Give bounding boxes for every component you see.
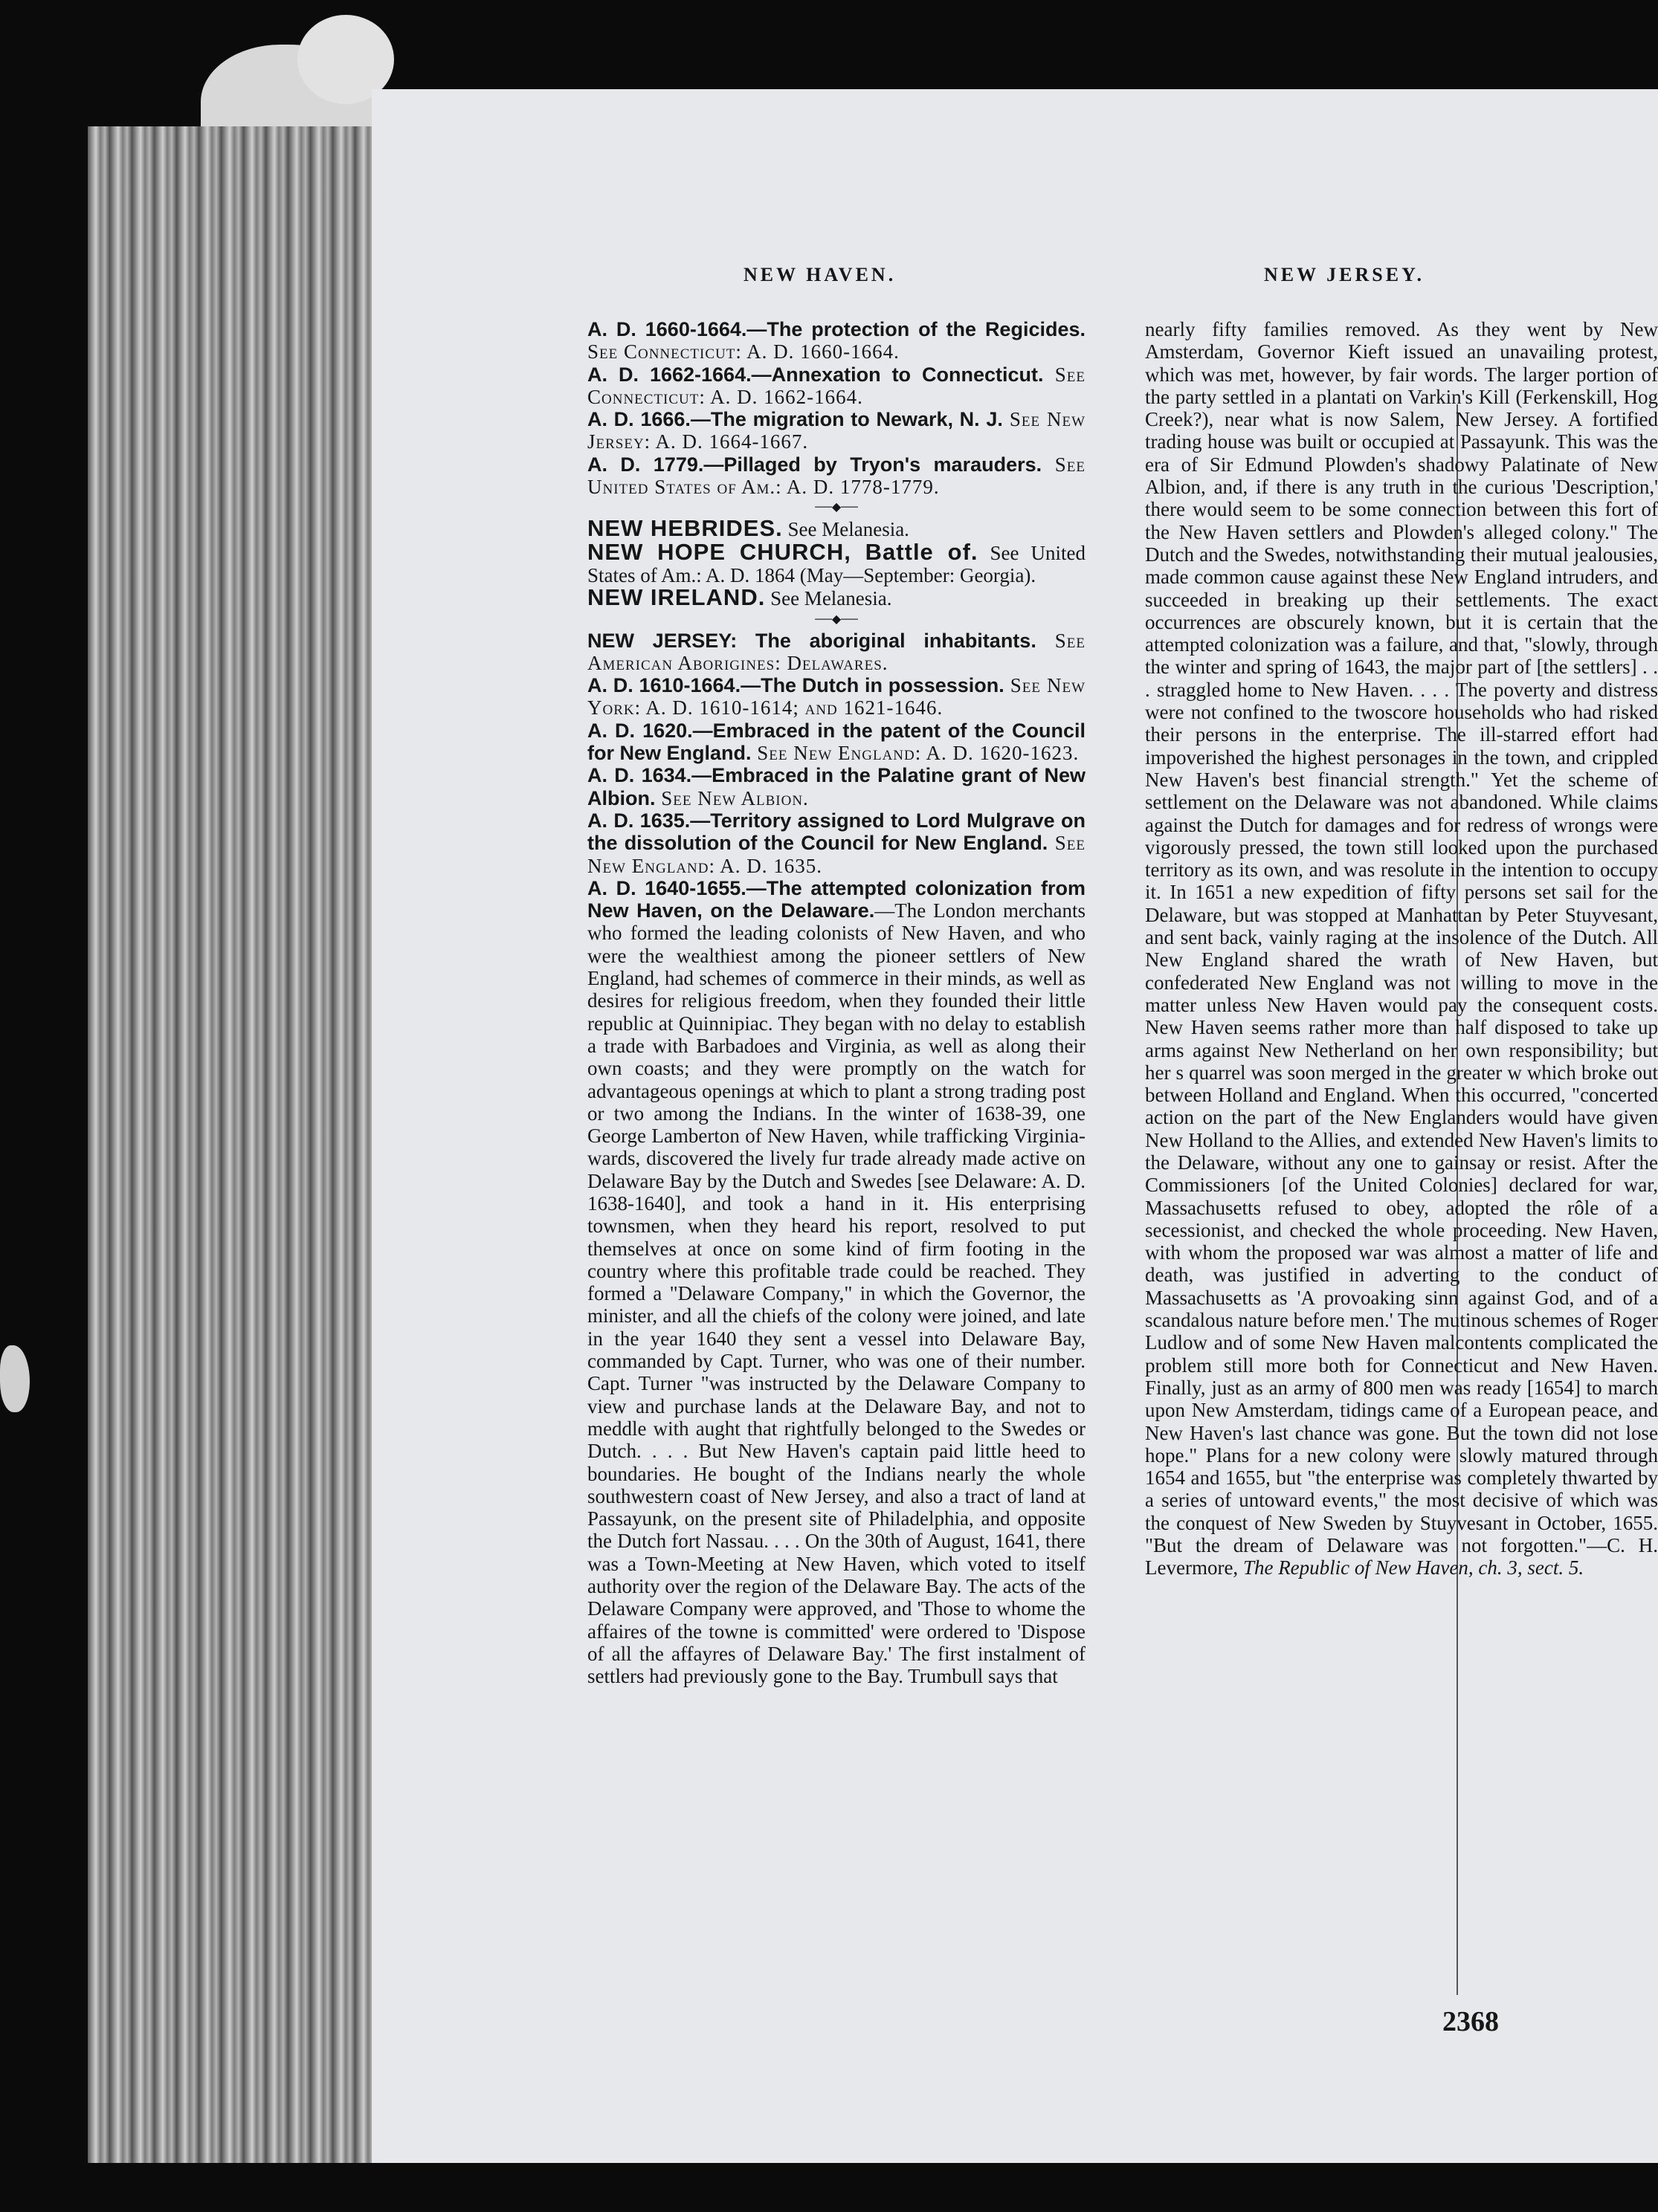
entry: A. D. 1635.—Territory assigned to Lord Mulgrave on the dissolution of the Council for New England. See New England: A. D. 1635.	[587, 809, 1086, 877]
book-binding-edge	[88, 126, 374, 2163]
entry: A. D. 1634.—Embraced in the Palatine grant of New Albion. See New Albion.	[587, 764, 1086, 809]
heading-entry: NEW HEBRIDES. See Melanesia.	[587, 515, 909, 542]
entry: A. D. 1620.—Embraced in the patent of the Council for New England. See New England: A. D. 1620-1623.	[587, 719, 1086, 765]
entry: A. D. 1660-1664.—The protection of the Regicides. See Connecticut: A. D. 1660-1664.	[587, 318, 1086, 363]
heading-entry: NEW IRELAND. See Melanesia.	[587, 584, 892, 611]
document-page	[372, 89, 1658, 2163]
entry: A. D. 1779.—Pillaged by Tryon's marauders. See United States of Am.: A. D. 1778-1779.	[587, 453, 1086, 499]
body-text: nearly fifty families removed. As they went by New Amsterdam, Governor Kieft issued an unavailing protest, which was met, however, by fair words. The larger portion of the party settled in a plantati on Varkin's Kill (Ferkenskill, Hog Creek?), near what is now Salem, New Jersey. A fortified trading house was built or occupied at Passayunk. This was the era of Sir Edmund Plowden's shadowy Palatinate of New Albion, and, if there is any truth in the curious 'Description,' there would seem to be some connection between this fort of the New Haven settlers and Plowden's alleged colony." The Dutch and the Swedes, notwithstanding their mutual jealousies, made common cause against these New England intruders, and succeeded in breaking up their settlements. The exact occurrences are obscurely known, but it is certain that the attempted colonization was a failure, and that, "slowly, through the winter and spring of 1643, the major part of [the settlers] . . . straggled home to New Haven. . . . The poverty and distress were not confined to the twoscore households who had risked their persons in the enterprise. The ill-starred effort had impoverished the highest personages in the town, and crippled New Haven's best financial strength." Yet the scheme of settlement on the Delaware was not abandoned. While claims against the Dutch for damages and for redress of wrongs were vigorously pressed, the town still looked upon the purchased territory as its own, and was resolute in the intention to occupy it. In 1651 a new expedition of fifty persons set sail for the Delaware, but was stopped at Manhattan by Peter Stuyvesant, and sent back, vainly raging at the insolence of the Dutch. All New England shared the wrath of New Haven, but confederated New England was not willing to move in the matter unless New Haven would pay the consequent costs. New Haven seems rather more than half disposed to take up arms against New Netherland on her own responsibility; but her s quarrel was soon merged in the greater w which broke out between Holland and England. When this occurred, "concerted action on the part of the New Englanders would have given New Holland to the Allies, and extended New Haven's limits to the Delaware, without any one to gainsay or resist. After the Commissioners [of the United Colonies] declared for war, Massachusetts refused to obey, adopted the rôle of a secessionist, and checked the whole proceeding. New Haven, with whom the proposed war was almost a matter of life and death, was justified in adverting to the conduct of Massachusetts as 'A provoaking sinn against God, and of a scandalous nature before men.' The mutinous schemes of Roger Ludlow and of some New Haven malcontents complicated the problem still more both for Connecticut and New Haven. Finally, just as an army of 800 men was ready [1654] to march upon New Amsterdam, tidings came of a European peace, and New Haven's last chance was gone. But the town did not lose hope." Plans for a new colony were slowly matured through 1654 and 1655, but "the enterprise was completely thwarted by a series of untoward events," the most decisive of which was the conquest of New Sweden by Stuyvesant in October, 1655. "But the dream of Delaware was not forgotten."—C. H. Levermore, The Republic of New Haven, ch. 3, sect. 5.	[1145, 318, 1658, 1579]
heading-entry: NEW HOPE CHURCH, Battle of. See United States of Am.: A. D. 1864 (May—September: Georgia).	[587, 538, 1086, 586]
running-head-left: NEW HAVEN.	[743, 264, 897, 285]
section-separator: ──◆──	[815, 612, 858, 626]
entry: A. D. 1666.—The migration to Newark, N. J. See New Jersey: A. D. 1664-1667.	[587, 408, 1086, 453]
entry: A. D. 1640-1655.—The attempted colonization from New Haven, on the Delaware.—The London merchants who formed the leading colonists of New Haven, and who were the wealthiest among the pioneer settlers of New England, had schemes of commerce in their minds, as well as desires for religious freedom, when they founded their little republic at Quinnipiac. They began with no delay to establish a trade with Barbadoes and Virginia, as well as along their own coasts; and they were promptly on the watch for advantageous openings at which to plant a strong trading post or two among the Indians. In the winter of 1638-39, one George Lamberton of New Haven, while trafficking Virginia-wards, discovered the lively fur trade already made active on Delaware Bay by the Dutch and Swedes [see Delaware: A. D. 1638-1640], and took a hand in it. His enterprising townsmen, when they heard his report, resolved to put themselves at once on some kind of firm footing in the country where this profitable trade could be reached. They formed a "Delaware Company," in which the Governor, the minister, and all the chiefs of the colony were joined, and late in the year 1640 they sent a vessel into Delaware Bay, commanded by Capt. Turner, who was one of their number. Capt. Turner "was instructed by the Delaware Company to view and purchase lands at the Delaware Bay, and not to meddle with aught that rightfully belonged to the Swedes or Dutch. . . . But New Haven's captain paid little heed to boundaries. He bought of the Indians nearly the whole southwestern coast of New Jersey, and also a tract of land at Passayunk, on the present site of Philadelphia, and opposite the Dutch fort Nassau. . . . On the 30th of August, 1641, there was a Town-Meeting at New Haven, which voted to itself authority over the region of the Delaware Bay. The acts of the Delaware Company were approved, and 'Those to whome the affaires of the towne is committed' were ordered to 'Dispose of all the affayres of Delaware Bay.' The first instalment of settlers had previously gone to the Bay. Trumbull says that	[587, 876, 1086, 1688]
section-separator: ──◆──	[815, 501, 858, 514]
left-column	[587, 318, 1086, 1688]
entry: NEW JERSEY: The aboriginal inhabitants. See American Aborigines: Delawares.	[587, 629, 1086, 674]
entry: A. D. 1610-1664.—The Dutch in possession. See New York: A. D. 1610-1614; and 1621-1646.	[587, 674, 1086, 719]
citation: The Republic of New Haven, ch. 3, sect. 5.	[1242, 1556, 1584, 1579]
running-head-right: NEW JERSEY.	[1264, 264, 1425, 285]
right-column	[1145, 318, 1658, 1579]
entry: A. D. 1662-1664.—Annexation to Connecticut. See Connecticut: A. D. 1662-1664.	[587, 363, 1086, 408]
page-number: 2368	[1442, 2006, 1499, 2037]
scan-artifact	[0, 1345, 30, 1412]
